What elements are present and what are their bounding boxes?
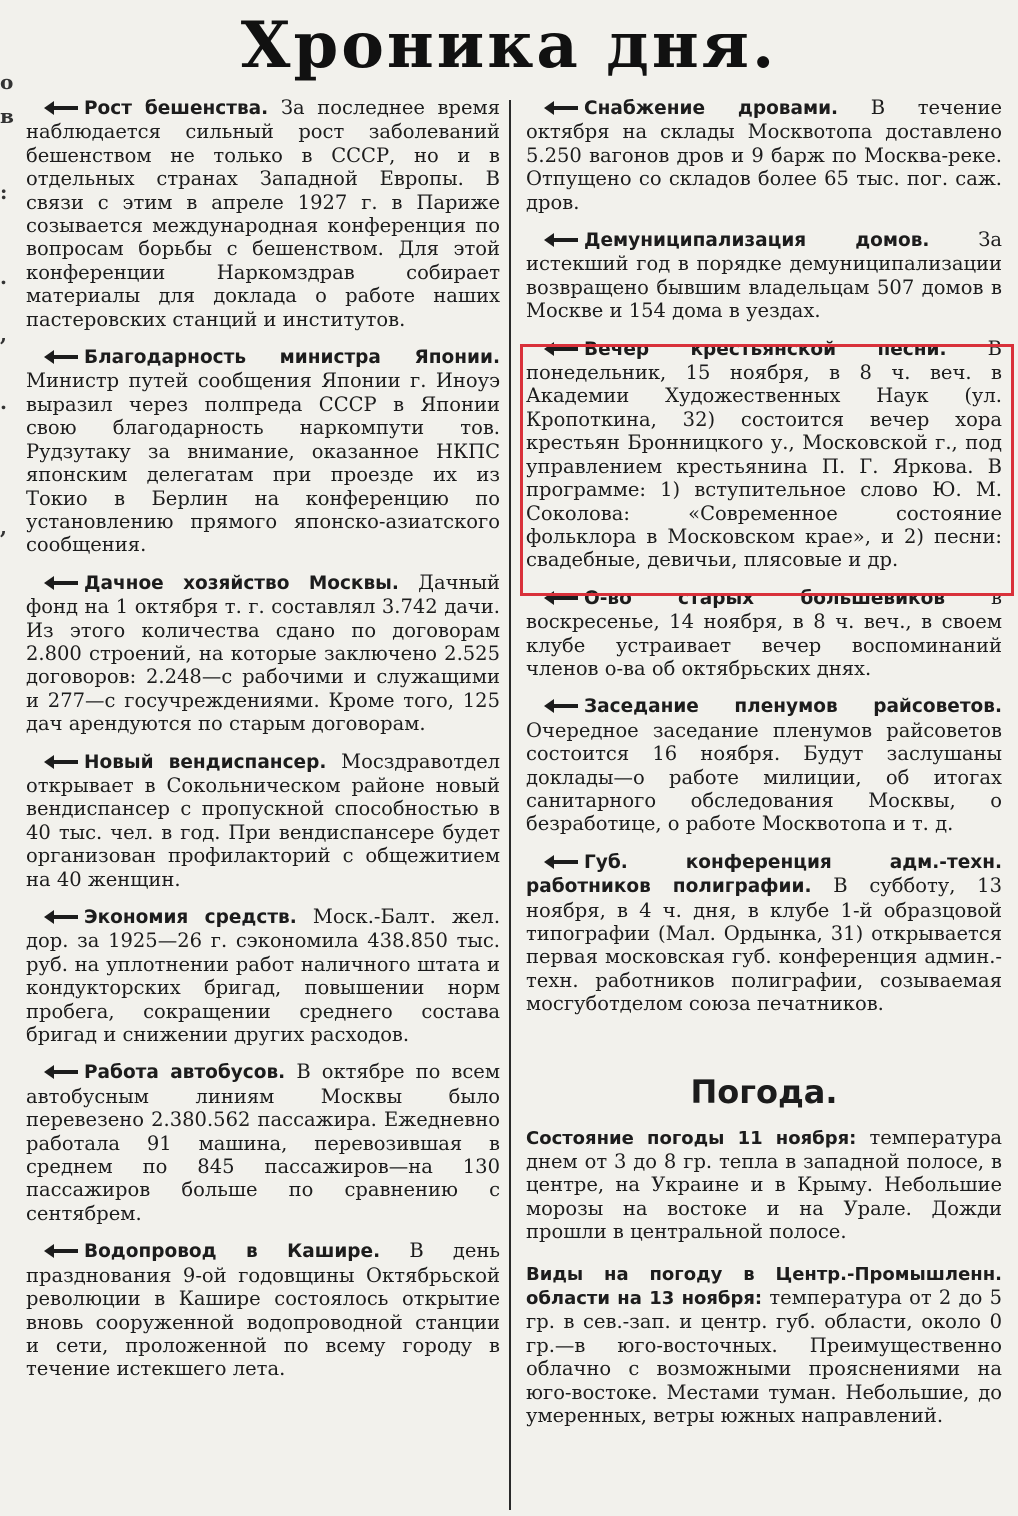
news-item-headline: Экономия средств. <box>84 907 297 928</box>
pointer-icon <box>44 1065 78 1079</box>
news-item <box>26 1239 500 1380</box>
news-item-text: В течение октября на склады Москвотопа доставлено 5.250 вагонов дров и 9 барж по Москва-реке. Отпущено со складов более 65 тыс. пог. саж. дров. <box>526 96 1002 214</box>
weather-item <box>526 1126 1002 1244</box>
news-item <box>526 694 1002 835</box>
column-divider <box>509 100 511 1510</box>
news-item-text: Очередное заседание пленумов райсоветов состоится 16 ноября. Будут заслушаны доклады—о работе милиции, об итогах санитарного обследования Москвы, о безработице, о работе Москвотопа и т. д. <box>526 718 1002 836</box>
pointer-icon <box>44 576 78 590</box>
news-item-text: В день празднования 9-ой годовщины Октябрьской революции в Кашире состоялось открытие вновь сооруженной водопроводной станции и сети, проложенной по всему городу в течение истекшего лета. <box>26 1239 500 1381</box>
pointer-icon <box>544 855 578 869</box>
news-item-headline: Вечер крестьянской песни. <box>584 338 947 360</box>
news-item-headline: Благодарность министра Японии. <box>84 347 500 369</box>
news-item <box>526 96 1002 214</box>
page-headline: Хроника дня. <box>240 8 778 83</box>
news-item-headline: Работа автобусов. <box>84 1062 286 1084</box>
left-column <box>26 96 500 1395</box>
news-item-text: В понедельник, 15 ноября, в 8 ч. веч. в Академии Художественных Наук (ул. Кропоткина, 32) состоится вечер хора крестьян Бронницкого у., Московской г., под управлением крестьянина П. Г. Яркова. В программе: 1) вступительное слово Ю. М. Соколова: «Современное состояние фольклора в Московском крае», и 2) песни: свадебные, девичьи, плясовые и др. <box>526 336 1002 572</box>
weather-item-text: температура от 2 до 5 гр. в сев.-зап. и центр. губ. области, около 0 гр.—в юго-восточных. Преимущественно облачно с возможными прояснениями на юго-востоке. Местами туман. Небольшие, до умеренных, ветры южных направлений. <box>526 1286 1002 1428</box>
news-item <box>26 905 500 1046</box>
pointer-icon <box>44 101 78 115</box>
news-item-headline: О-во старых большевиков <box>584 587 946 609</box>
pointer-icon <box>44 910 78 924</box>
pointer-icon <box>44 755 78 769</box>
pointer-icon <box>44 1244 78 1258</box>
weather-item-headline: Состояние погоды 11 ноября: <box>526 1127 857 1149</box>
news-item <box>26 96 500 331</box>
news-item-text: в воскресенье, 14 ноября, в 8 ч. веч., в своем клубе устраивает вечер воспоминаний членов о-ва об октябрьских днях. <box>526 585 1003 680</box>
news-item-text: Министр путей сообщения Японии г. Иноуэ выразил через полпреда СССР в Японии свою благодарность наркомпути тов. Рудзутаку за внимание, оказанное НКПС японским делегатам при проезде их из Токио в Берлин на конференцию по установлению прямого японско-азиатского сообщения. <box>26 369 500 557</box>
news-item-headline: Дачное хозяйство Москвы. <box>84 572 399 594</box>
news-item <box>526 228 1002 323</box>
news-item-text: Моск.-Балт. жел. дор. за 1925—26 г. сэкономила 438.850 тыс. руб. на уплотнении работ наличного штата и кондукторских бригад, повышении норм пробега, сокращении среднего состава бригад и снижении других расходов. <box>26 905 501 1047</box>
news-item-headline: Новый вендиспансер. <box>84 751 327 773</box>
news-item-headline: Губ. конференция адм.-техн. работников полиграфии. <box>526 851 1002 898</box>
pointer-icon <box>544 233 578 247</box>
news-item-text: В октябре по всем автобусным линиям Москвы было перевезено 2.380.562 пассажира. Ежедневно работала 91 машина, перевозившая в среднем по 845 пассажиров—на 130 пассажиров больше по сравнению с сентябрем. <box>26 1060 501 1225</box>
pointer-icon <box>544 699 578 713</box>
left-margin-fragments: о в : . , . , <box>0 70 14 539</box>
right-column <box>526 96 1002 1446</box>
highlight-box <box>520 344 1014 596</box>
news-item-headline: Рост бешенства. <box>84 98 269 119</box>
news-item <box>526 850 1002 1016</box>
weather-title: Погода. <box>690 1072 838 1111</box>
weather-item-text: температура днем от 3 до 8 гр. тепла в западной полосе, в центре, на Украине и в Крыму. Небольшие морозы на востоке и на Урале. Дожди прошли в центральной полосе. <box>526 1125 1002 1244</box>
news-item-text: За истекший год в порядке демуниципализации возвращено бывшим владельцам 507 домов в Москве и 154 дома в уездах. <box>526 228 1002 323</box>
news-item <box>26 345 500 557</box>
weather-item <box>526 1262 1002 1428</box>
news-item-headline: Водопровод в Кашире. <box>84 1241 381 1263</box>
pointer-icon <box>544 101 578 115</box>
news-item-text: В субботу, 13 ноября, в 4 ч. дня, в клубе 1-й образцовой типографии (Мал. Ордынка, 31) открывается первая московская губ. конференция админ.-техн. работников полиграфии, созываемая мосгуботделом союза печатников. <box>526 874 1002 1016</box>
news-item-headline: Снабжение дровами. <box>584 98 839 119</box>
news-item-text: За последнее время наблюдается сильный рост заболеваний бешенством не только в СССР, но и в отдельных странах Западной Европы. В связи с этим в апреле 1927 г. в Париже созывается международная конференция по вопросам борьбы с бешенством. Для этой конференции Наркомздрав собирает материалы для доклада о работе наших пастеровских станций и институтов. <box>26 96 501 331</box>
weather-section <box>526 1072 1002 1428</box>
news-item-headline: Демуниципализация домов. <box>584 230 930 252</box>
news-item-headline: Заседание пленумов райсоветов. <box>584 696 1002 718</box>
news-item-text: Дачный фонд на 1 октября т. г. составлял 3.742 дачи. Из этого количества сдано по договорам 2.800 строений, на которые заключено 2.525 договоров: 2.248—с рабочими и служащими и 277—с госучреждениями. Кроме того, 125 дач арендуются по старым договорам. <box>26 570 501 736</box>
news-item <box>26 1060 500 1225</box>
weather-item-headline: Виды на погоду в Центр.-Промышленн. области на 13 ноября: <box>526 1263 1002 1310</box>
news-item <box>26 571 500 736</box>
news-item <box>526 586 1002 681</box>
news-item <box>26 750 500 891</box>
news-item-text: Мосздравотдел открывает в Сокольническом районе новый вендиспансер с пропускной способностью в 40 тыс. чел. в год. При вендиспансере будет организован профилакторий с общежитием на 40 женщин. <box>26 749 500 891</box>
pointer-icon <box>44 350 78 364</box>
